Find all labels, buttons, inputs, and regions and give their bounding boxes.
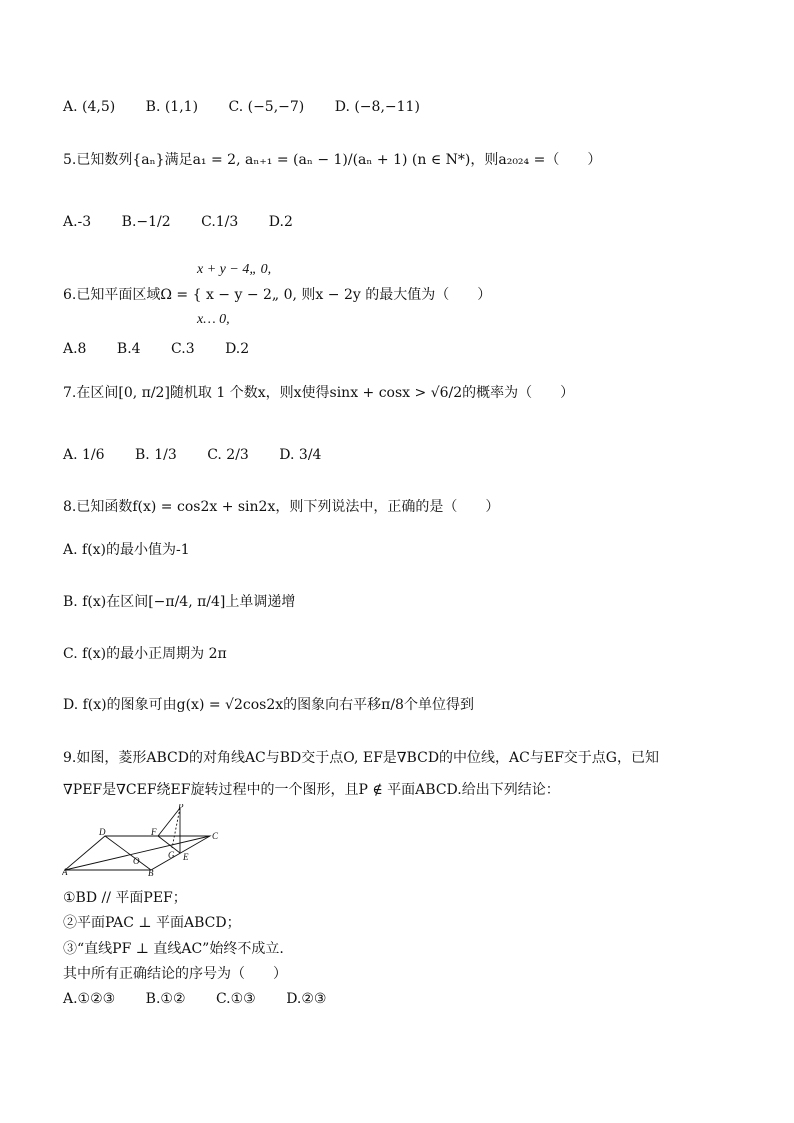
q5-options-row [63,212,319,232]
q5-option-b: B.−1/2 [121,214,171,230]
q9-options-row [63,989,352,1009]
label-a: A [62,867,68,876]
q9-option-b: B.①② [145,991,186,1007]
label-d: D [99,827,106,837]
q8-option-b: B. f(x)在区间[−π/4, π/4]上单调递增 [63,594,296,610]
label-e: E [183,852,189,862]
label-f: F [151,827,157,837]
segment-pf [158,808,180,836]
q8-option-d: D. f(x)的图象可由g(x) = √2cos2x的图象向右平移π/8个单位得到 [63,697,474,713]
label-b: B [148,868,154,876]
q6-options-row [63,339,275,359]
q4-option-d: D. (−8,−11) [334,99,420,115]
label-o: O [133,856,140,866]
q4-option-c: C. (−5,−7) [228,99,305,115]
q7-option-a: A. 1/6 [63,447,105,463]
q4-option-a: A. (4,5) [63,99,116,115]
q9-conclusion-3: ③“直线PF ⊥ 直线AC”始终不成立. [63,941,284,957]
q7-option-b: B. 1/3 [135,447,177,463]
q6-option-a: A.8 [63,341,87,357]
q9-stem-line-2: ∇PEF是∇CEF绕EF旋转过程中的一个图形，且P ∉ 平面ABCD.给出下列结论： [63,782,560,798]
q7-option-d: D. 3/4 [279,447,322,463]
q9-prompt: 其中所有正确结论的序号为（ ） [63,966,287,982]
q8-stem: 8.已知函数f(x) = cos2x + sin2x，则下列说法中，正确的是（ ） [63,499,500,515]
q9-stem-line-1: 9.如图，菱形ABCD的对角线AC与BD交于点O, EF是∇BCD的中位线，AC与EF交于点G，已知 [63,750,659,766]
q5-option-c: C.1/3 [201,214,239,230]
q6-stem: 6.已知平面区域Ω = { x − y − 2„ 0, 则x − 2y 的最大值为（ ） [63,287,492,303]
q7-options-row [63,445,347,465]
q4-option-b: B. (1,1) [145,99,199,115]
q9-rhombus-figure [62,804,222,876]
q7-stem: 7.在区间[0, π/2]随机取 1 个数x，则x使得sinx + cosx > √6/2的概率为（ ） [63,385,575,401]
q9-option-d: D.②③ [286,991,327,1007]
q6-option-d: D.2 [225,341,250,357]
diagonal-bd [105,836,151,870]
label-g: G [168,850,175,860]
q5-stem: 5.已知数列{aₙ}满足a₁ = 2, aₙ₊₁ = (aₙ − 1)/(aₙ + 1) (n ∈ N*)，则a₂₀₂₄ =（ ） [63,152,602,168]
q9-option-a: A.①②③ [63,991,116,1007]
q5-option-d: D.2 [268,214,293,230]
q8-option-a: A. f(x)的最小值为-1 [63,542,190,558]
q5-option-a: A.-3 [63,214,92,230]
segment-pg [172,808,180,848]
q7-option-c: C. 2/3 [207,447,249,463]
q6-constraint-1: x + y − 4„ 0, [197,262,272,277]
q4-options-row [63,97,446,117]
label-c: C [212,831,219,841]
q6-option-c: C.3 [171,341,195,357]
q8-option-c: C. f(x)的最小正周期为 2π [63,646,227,662]
q6-constraint-3: x… 0, [197,312,230,327]
q6-option-b: B.4 [116,341,141,357]
q9-option-c: C.①③ [215,991,256,1007]
q9-conclusion-1: ①BD // 平面PEF； [63,890,187,906]
q9-conclusion-2: ②平面PAC ⊥ 平面ABCD； [63,915,241,931]
label-p: P [178,804,184,812]
